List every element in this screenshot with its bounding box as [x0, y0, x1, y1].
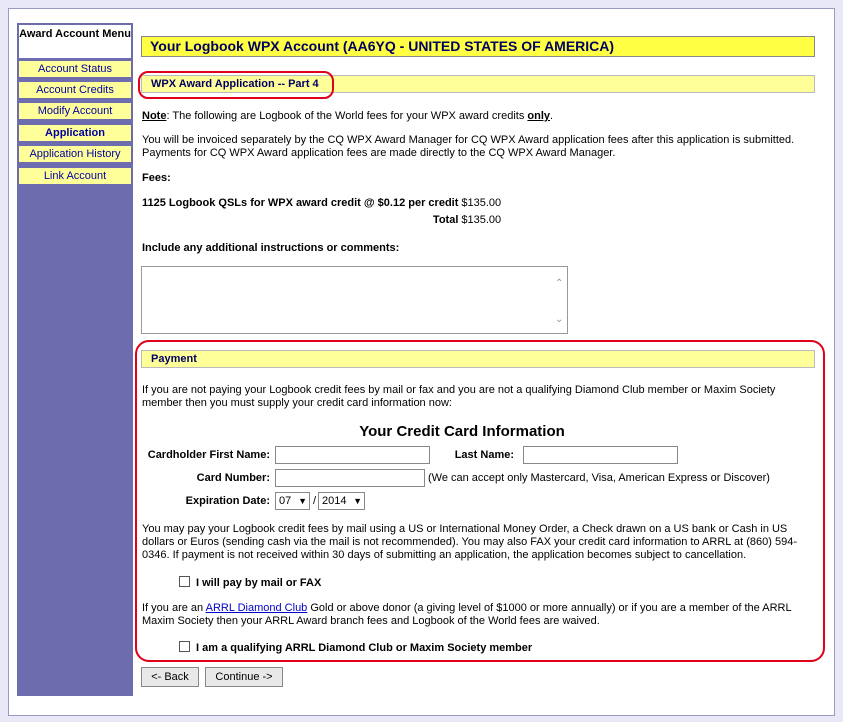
sidebar: [17, 23, 133, 696]
first-name-label: Cardholder First Name:: [147, 449, 270, 461]
chevron-down-icon: ▼: [353, 496, 362, 506]
note-label: Note: [142, 110, 167, 122]
scroll-up-icon[interactable]: ⌃: [555, 278, 564, 289]
fee-total-label: Total: [432, 214, 459, 226]
note-end: .: [550, 110, 554, 122]
sidebar-header: Award Account Menu: [19, 25, 131, 58]
instructions-textarea[interactable]: [141, 266, 568, 334]
sidebar-item-link-account[interactable]: Link Account: [19, 168, 131, 184]
fees-row: [142, 197, 504, 214]
page-title: Your Logbook WPX Account (AA6YQ - UNITED STATES OF AMERICA): [141, 36, 815, 57]
fees-label: Fees:: [142, 172, 171, 184]
sidebar-item-account-credits[interactable]: Account Credits: [19, 82, 131, 98]
fee-item-label: 1125 Logbook QSLs for WPX award credit @ $0.12 per credit: [142, 197, 459, 209]
chevron-down-icon: ▼: [298, 496, 307, 506]
back-button[interactable]: <- Back: [141, 667, 199, 687]
first-name-input[interactable]: [275, 446, 430, 464]
fee-item-value: $135.00: [461, 197, 502, 209]
sidebar-item-application[interactable]: Application: [19, 125, 131, 141]
instructions-label: Include any additional instructions or comments:: [142, 242, 400, 254]
diamond-pre: If you are an: [142, 602, 206, 614]
exp-label: Expiration Date:: [185, 495, 270, 507]
mail-checkbox-label: I will pay by mail or FAX: [196, 577, 322, 589]
fee-total-value: $135.00: [461, 214, 502, 226]
diamond-post: Gold or above donor (a giving level of $1000 or more annually) or if you are a member of the ARRL Maxim Society then your ARRL Award branch fees and Logbook of the World fees are waived.: [142, 602, 792, 627]
invoice-text: You will be invoiced separately by the CQ WPX Award Manager for CQ WPX Award application fees after this application is submitted. Payments for CQ WPX Award application fees are made directly to the CQ WPX Award Manager.: [142, 134, 795, 159]
card-number-input[interactable]: [275, 469, 425, 487]
exp-month-value: 07: [279, 495, 292, 507]
note-body: : The following are Logbook of the World fees for your WPX award credits: [166, 110, 528, 122]
highlight-oval-part4: [138, 71, 334, 99]
cc-title: Your Credit Card Information: [359, 423, 565, 440]
card-number-label: Card Number:: [196, 472, 270, 484]
last-name-input[interactable]: [523, 446, 678, 464]
section-title: WPX Award Application -- Part 4: [141, 75, 815, 93]
diamond-club-link[interactable]: ARRL Diamond Club: [205, 602, 308, 614]
sidebar-item-modify-account[interactable]: Modify Account: [19, 103, 131, 119]
exp-year-select[interactable]: [318, 492, 365, 510]
diamond-checkbox-label: I am a qualifying ARRL Diamond Club or Maxim Society member: [196, 642, 533, 654]
payment-intro: If you are not paying your Logbook credit fees by mail or fax and you are not a qualifying Diamond Club member or Maxim Society member then you must supply your credit card information now:: [142, 384, 776, 409]
fees-table: [142, 197, 504, 231]
exp-separator: /: [313, 495, 317, 507]
mail-checkbox[interactable]: [179, 576, 190, 587]
continue-button[interactable]: Continue ->: [205, 667, 283, 687]
diamond-text: [142, 602, 814, 628]
diamond-checkbox[interactable]: [179, 641, 190, 652]
exp-month-select[interactable]: [275, 492, 310, 510]
last-name-label: Last Name:: [454, 449, 514, 461]
exp-year-value: 2014: [322, 495, 347, 507]
sidebar-item-application-history[interactable]: Application History: [19, 146, 131, 162]
mail-text: You may pay your Logbook credit fees by mail using a US or International Money Order, a Check drawn on a US bank or Cash in US dollars or Euros (sending cash via the mail is not recommended). You may also FAX your credit card information to ARRL at (860) 594-0346. If payment is not received within 30 days of submitting an application, the application becomes subject to cancellation.: [142, 523, 798, 561]
payment-header: Payment: [141, 350, 815, 368]
card-note: (We can accept only Mastercard, Visa, American Express or Discover): [428, 472, 770, 484]
note-only: only: [527, 110, 551, 122]
note-text: [142, 110, 822, 123]
sidebar-item-account-status[interactable]: Account Status: [19, 61, 131, 77]
scroll-down-icon[interactable]: ⌄: [555, 314, 564, 325]
fees-total-row: [142, 214, 504, 231]
